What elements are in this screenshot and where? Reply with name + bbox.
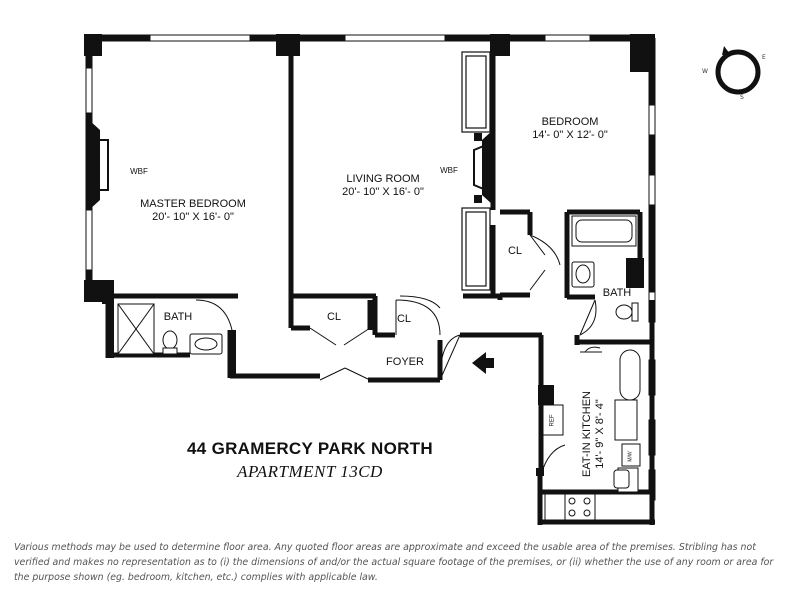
room-closet-2: CL [396, 313, 412, 325]
compass [704, 38, 772, 106]
compass-south: S [740, 94, 744, 101]
room-closet-3: CL [507, 245, 523, 257]
room-bath-master: BATH [163, 311, 193, 323]
fireplace-label-1: WBF [130, 167, 148, 176]
room-dims: 20'- 10" X 16'- 0" [152, 211, 234, 223]
room-dims: 14'- 9" X 8'- 4" [594, 399, 606, 469]
room-name: LIVING ROOM [346, 173, 420, 185]
building-address: 44 GRAMERCY PARK NORTH [187, 439, 433, 458]
room-name: EAT-IN KITCHEN [581, 391, 593, 477]
compass-east: E [762, 54, 766, 61]
compass-west: W [702, 68, 708, 75]
compass-icon [704, 38, 772, 106]
fireplace-label-2: WBF [440, 166, 458, 175]
room-master-bedroom [128, 198, 258, 224]
room-name: MASTER BEDROOM [140, 198, 246, 210]
apartment-number: APARTMENT 13CD [237, 462, 383, 481]
room-bedroom [505, 116, 635, 142]
windows [86, 35, 655, 500]
microwave-label: M/W [627, 451, 634, 462]
entry-arrow [472, 352, 494, 374]
room-foyer: FOYER [386, 356, 424, 368]
room-name: BEDROOM [541, 116, 599, 128]
room-living-room [318, 173, 448, 199]
room-bath-2: BATH [602, 287, 632, 299]
room-dims: 14'- 0" X 12'- 0" [532, 129, 608, 141]
room-dims: 20'- 10" X 16'- 0" [342, 186, 424, 198]
room-kitchen [581, 379, 607, 489]
exterior-walls [86, 38, 655, 300]
refrigerator-label: REF [549, 414, 556, 427]
disclaimer-text: Various methods may be used to determine floor area. Any quoted floor areas are approximate and exceed the usable area of the premises. Stribling has not verified and makes no representation as to (i) the dimensions of and/or the actual square footage of the premises, or (ii) whether the use of any room or area for the purpose shown (eg. bedroom, kitchen, etc.) complies with applicable law. [14, 542, 774, 583]
room-closet-1: CL [326, 311, 342, 323]
